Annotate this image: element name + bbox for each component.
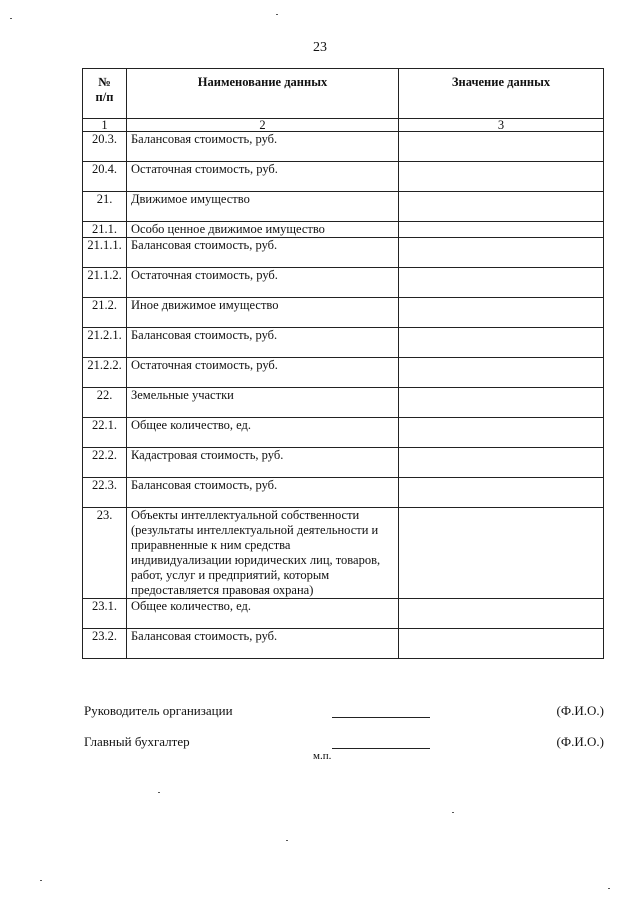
scan-speck bbox=[40, 880, 42, 881]
row-number: 21.1. bbox=[83, 222, 127, 238]
row-value bbox=[399, 238, 604, 268]
table-row bbox=[83, 599, 604, 629]
row-name: Балансовая стоимость, руб. bbox=[127, 132, 399, 162]
row-value bbox=[399, 508, 604, 599]
signature-fio-accountant: (Ф.И.О.) bbox=[556, 734, 604, 749]
row-value bbox=[399, 268, 604, 298]
header-value: Значение данных bbox=[399, 69, 604, 119]
header-name: Наименование данных bbox=[127, 69, 399, 119]
row-name: Общее количество, ед. bbox=[127, 599, 399, 629]
table-row bbox=[83, 418, 604, 448]
table-body bbox=[83, 132, 604, 659]
row-name: Остаточная стоимость, руб. bbox=[127, 358, 399, 388]
row-number: 23.1. bbox=[83, 599, 127, 629]
row-value bbox=[399, 328, 604, 358]
table-row bbox=[83, 328, 604, 358]
row-value bbox=[399, 599, 604, 629]
row-value bbox=[399, 298, 604, 328]
table-row bbox=[83, 192, 604, 222]
table-index-row bbox=[83, 119, 604, 132]
index-cell-3: 3 bbox=[399, 119, 604, 132]
table-row bbox=[83, 238, 604, 268]
table-row bbox=[83, 448, 604, 478]
row-number: 21.2.2. bbox=[83, 358, 127, 388]
table-row bbox=[83, 478, 604, 508]
row-name: Объекты интеллектуальной собственности (результаты интеллектуальной деятельности и приравненные к ним средства индивидуализации юридических лиц, товаров, работ, услуг и предприятий, которым предоставляется правовая охрана) bbox=[127, 508, 399, 599]
row-name: Остаточная стоимость, руб. bbox=[127, 268, 399, 298]
scan-speck bbox=[10, 18, 12, 19]
page-number: 23 bbox=[313, 40, 327, 55]
row-number: 22.1. bbox=[83, 418, 127, 448]
row-number: 21. bbox=[83, 192, 127, 222]
row-value bbox=[399, 388, 604, 418]
row-value bbox=[399, 162, 604, 192]
row-name: Балансовая стоимость, руб. bbox=[127, 238, 399, 268]
row-number: 21.2.1. bbox=[83, 328, 127, 358]
row-name: Балансовая стоимость, руб. bbox=[127, 629, 399, 659]
scan-speck bbox=[158, 792, 160, 793]
row-name: Кадастровая стоимость, руб. bbox=[127, 448, 399, 478]
index-cell-1: 1 bbox=[83, 119, 127, 132]
row-name: Общее количество, ед. bbox=[127, 418, 399, 448]
data-table bbox=[82, 68, 604, 659]
row-name: Остаточная стоимость, руб. bbox=[127, 162, 399, 192]
row-number: 22.2. bbox=[83, 448, 127, 478]
row-number: 20.4. bbox=[83, 162, 127, 192]
row-number: 21.1.2. bbox=[83, 268, 127, 298]
row-number: 21.2. bbox=[83, 298, 127, 328]
signature-line-head bbox=[332, 717, 430, 718]
row-number: 22.3. bbox=[83, 478, 127, 508]
row-number: 21.1.1. bbox=[83, 238, 127, 268]
table-row bbox=[83, 132, 604, 162]
row-value bbox=[399, 629, 604, 659]
table-row bbox=[83, 358, 604, 388]
header-num-symbol: № bbox=[98, 75, 111, 89]
scan-speck bbox=[286, 840, 288, 841]
row-name: Движимое имущество bbox=[127, 192, 399, 222]
row-name: Земельные участки bbox=[127, 388, 399, 418]
row-value bbox=[399, 448, 604, 478]
row-value bbox=[399, 358, 604, 388]
signature-row-head bbox=[84, 703, 604, 721]
row-number: 22. bbox=[83, 388, 127, 418]
signature-row-accountant bbox=[84, 734, 604, 752]
table-row bbox=[83, 508, 604, 599]
row-value bbox=[399, 132, 604, 162]
signature-line-accountant bbox=[332, 748, 430, 749]
table-row bbox=[83, 298, 604, 328]
row-value bbox=[399, 222, 604, 238]
row-name: Балансовая стоимость, руб. bbox=[127, 328, 399, 358]
row-name: Иное движимое имущество bbox=[127, 298, 399, 328]
index-cell-2: 2 bbox=[127, 119, 399, 132]
row-value bbox=[399, 418, 604, 448]
row-name: Балансовая стоимость, руб. bbox=[127, 478, 399, 508]
row-value bbox=[399, 478, 604, 508]
signature-fio-head: (Ф.И.О.) bbox=[556, 703, 604, 718]
table-row bbox=[83, 629, 604, 659]
table-row bbox=[83, 388, 604, 418]
row-value bbox=[399, 192, 604, 222]
header-num-label: п/п bbox=[95, 90, 114, 104]
header-num bbox=[83, 69, 127, 119]
scan-speck bbox=[276, 14, 278, 15]
scan-speck bbox=[608, 888, 610, 889]
row-number: 23. bbox=[83, 508, 127, 599]
table-row bbox=[83, 162, 604, 192]
signature-label-head: Руководитель организации bbox=[84, 703, 233, 718]
table-header-row bbox=[83, 69, 604, 119]
row-name: Особо ценное движимое имущество bbox=[127, 222, 399, 238]
row-number: 23.2. bbox=[83, 629, 127, 659]
table-row bbox=[83, 222, 604, 238]
row-number: 20.3. bbox=[83, 132, 127, 162]
scan-speck bbox=[452, 812, 454, 813]
stamp-label: м.п. bbox=[313, 750, 332, 762]
signature-label-accountant: Главный бухгалтер bbox=[84, 734, 190, 749]
table-row bbox=[83, 268, 604, 298]
